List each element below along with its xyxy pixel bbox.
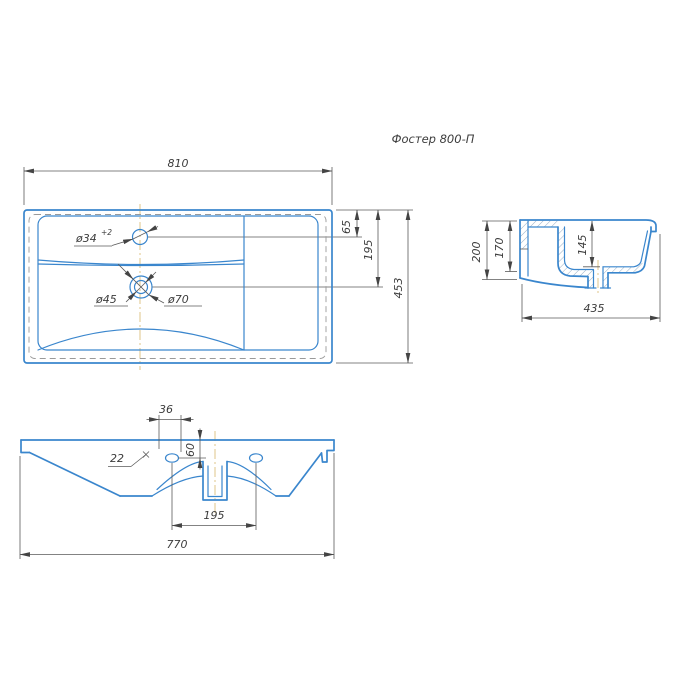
hidden-underside-edge bbox=[29, 215, 326, 359]
dim-overall-depth: 453 bbox=[392, 277, 405, 299]
dim-slot-offset: 36 bbox=[159, 403, 173, 416]
dim-slot-spacing: 195 bbox=[203, 509, 225, 522]
dim-drain-offset: 195 bbox=[362, 239, 375, 261]
front-right-cap bbox=[322, 440, 335, 462]
front-left-cap bbox=[21, 440, 30, 453]
dim-overall-width: 810 bbox=[167, 157, 189, 170]
top-view-right-dims bbox=[336, 210, 413, 363]
section-underside bbox=[520, 278, 588, 288]
dim-faucet-tolerance: +2 bbox=[101, 228, 113, 237]
front-view-dims bbox=[20, 403, 334, 559]
dim-front-height: 170 bbox=[493, 237, 506, 259]
dim-bottom-width: 770 bbox=[166, 538, 188, 551]
dim-section-depth: 435 bbox=[583, 302, 605, 315]
faucet-hole-callout bbox=[74, 227, 158, 247]
drawing-title: Фостер 800-П bbox=[391, 132, 475, 146]
side-view bbox=[470, 220, 660, 322]
dim-bowl-depth: 145 bbox=[576, 234, 589, 256]
dim-overall-height: 200 bbox=[470, 241, 483, 263]
dim-slot-size: 22 bbox=[110, 452, 124, 465]
bowl-underside-left-inner bbox=[152, 476, 203, 496]
dim-hole-offset: 65 bbox=[340, 220, 353, 234]
section-front-inner bbox=[603, 231, 648, 267]
dim-810-group bbox=[24, 157, 332, 205]
dim-drain-recess: ø70 bbox=[168, 293, 189, 306]
bowl-underside-right-outer bbox=[227, 462, 271, 490]
dim-slot-top-offset: 60 bbox=[184, 443, 197, 457]
front-view bbox=[20, 403, 334, 559]
drain-callout bbox=[94, 264, 202, 306]
dim-drain-diameter: ø45 bbox=[96, 293, 117, 306]
dim-faucet-diameter: ø34 bbox=[76, 232, 97, 245]
bowl-underside-left-outer bbox=[157, 462, 203, 490]
fixing-slot-right bbox=[250, 454, 263, 462]
bowl-back-curve bbox=[38, 260, 244, 265]
front-left-slope bbox=[30, 453, 121, 497]
front-right-slope bbox=[289, 453, 322, 496]
top-view bbox=[24, 157, 413, 370]
bowl-underside-right-inner bbox=[227, 476, 276, 496]
fixing-slot-left bbox=[166, 454, 179, 462]
basin-outer-edge bbox=[24, 210, 332, 363]
bowl-front-curve bbox=[38, 329, 244, 350]
